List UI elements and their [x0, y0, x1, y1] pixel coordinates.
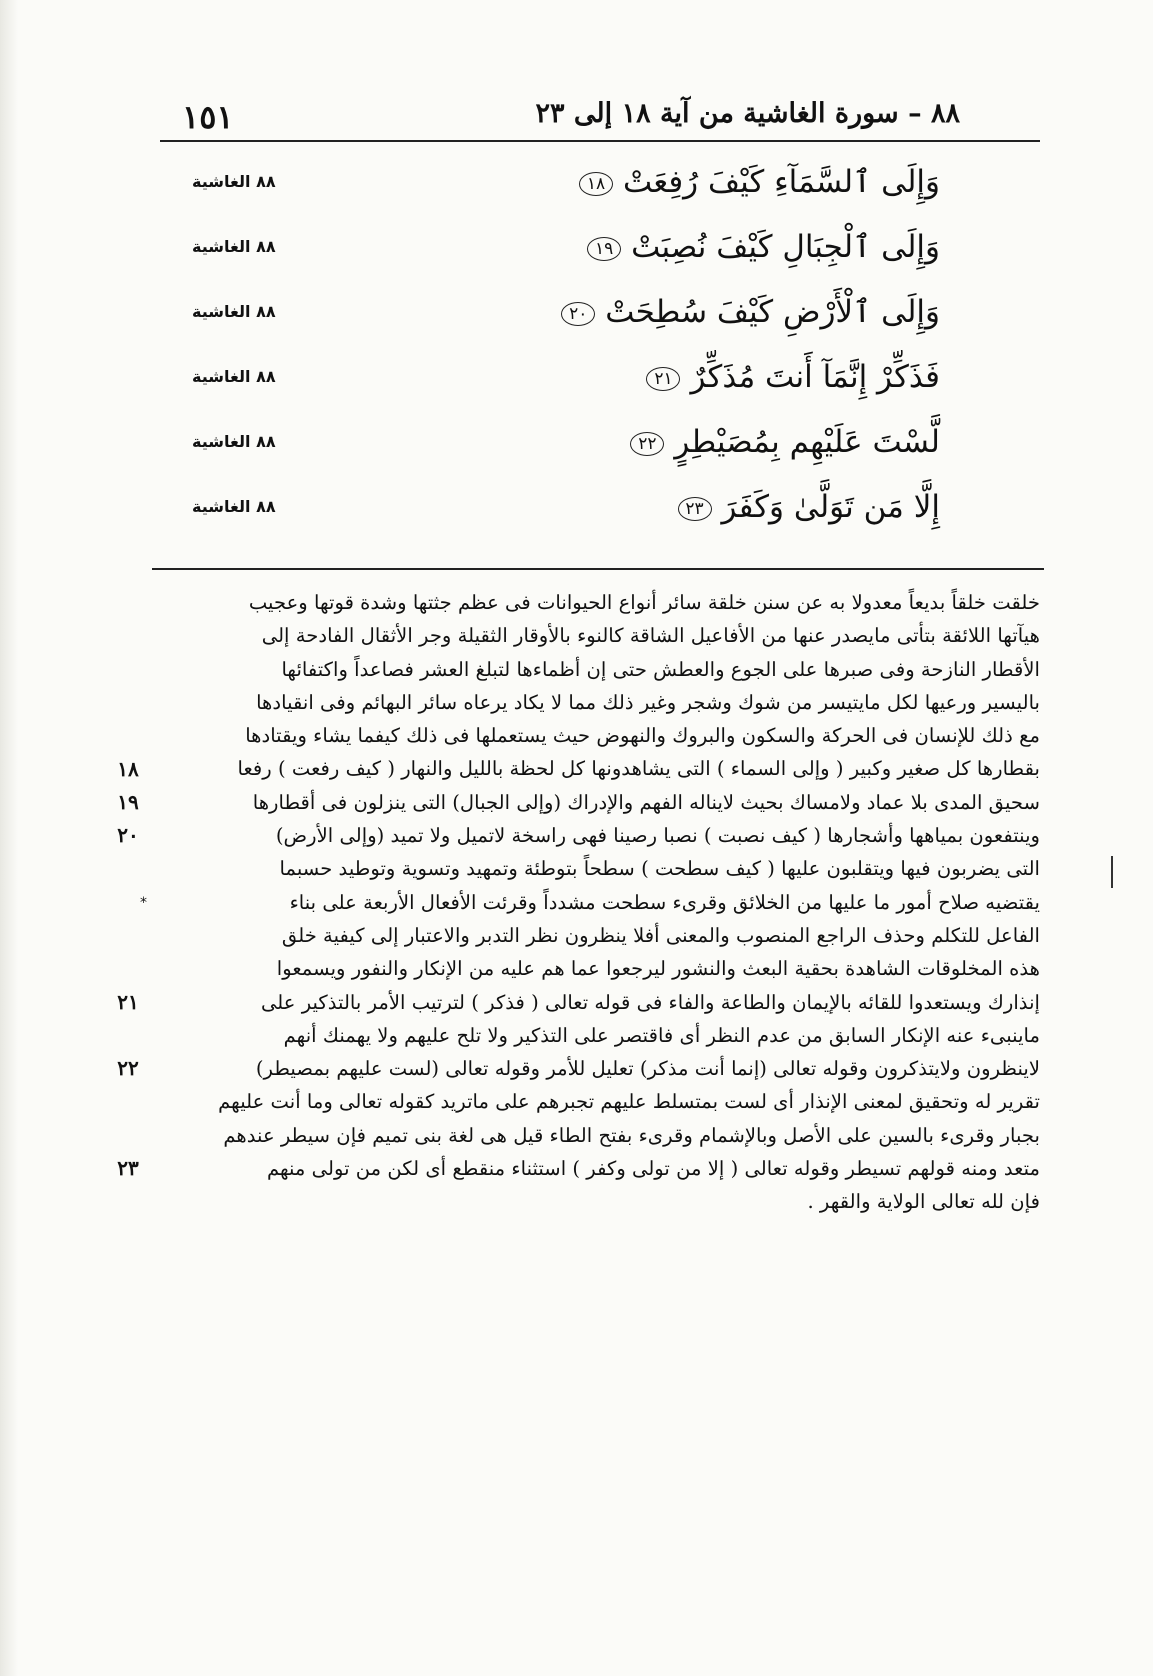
commentary-line: الأقطار النازحة وفى صبرها على الجوع والعطش حتى إن أظماءها لتبلغ العشر فصاعداً واكتفائها	[281, 657, 1040, 681]
margin-verse-number: ١٩	[117, 789, 139, 814]
verse-row	[160, 225, 1040, 290]
verse-reference: ٨٨ الغاشية	[192, 302, 276, 321]
verse-list	[160, 160, 1040, 550]
verse-text	[587, 229, 940, 265]
verse-arabic: وَإِلَى ٱلسَّمَآءِ كَيْفَ رُفِعَتْ	[622, 164, 940, 200]
verse-reference: ٨٨ الغاشية	[192, 172, 276, 191]
verse-arabic: إِلَّا مَن تَوَلَّىٰ وَكَفَرَ	[721, 489, 940, 525]
verse-text	[646, 359, 940, 395]
commentary-line: مع ذلك للإنسان فى الحركة والسكون والبروك والنهوض حيث يستعملها فى ذلك كيفما يشاء ويقتادها	[245, 724, 1040, 748]
commentary-line: وينتفعون بمياهها وأشجارها ( كيف نصبت ) نصبا رصينا فهى راسخة لاتميل ولا تميد (وإلى الأرض)	[275, 824, 1040, 848]
asterisk-mark: *	[140, 895, 147, 911]
commentary-line: يقتضيه صلاح أمور ما عليها من الخلائق وقرىء سطحت مشدداً وقرئت الأفعال الأربعة على بناء	[289, 890, 1040, 914]
edge-mark	[1111, 856, 1113, 888]
verse-number-marker: ٢١	[646, 367, 680, 391]
commentary-text	[160, 586, 1040, 1219]
verse-reference: ٨٨ الغاشية	[192, 432, 276, 451]
commentary-line: سحيق المدى بلا عماد ولامساك بحيث لايناله الفهم والإدراك (وإلى الجبال) التى ينزلون فى أقطارها	[252, 790, 1040, 814]
verse-arabic: وَإِلَى ٱلْجِبَالِ كَيْفَ نُصِبَتْ	[631, 229, 940, 265]
verse-reference: ٨٨ الغاشية	[192, 367, 276, 386]
verse-number-marker: ١٩	[587, 237, 621, 261]
verse-number-marker: ٢٠	[561, 302, 595, 326]
commentary-line: لاينظرون ولايتذكرون وقوله تعالى (إنما أنت مذكر) تعليل للأمر وقوله تعالى (لست عليهم بمصيطر)	[255, 1057, 1040, 1081]
verse-arabic: لَّسْتَ عَلَيْهِم بِمُصَيْطِرٍ	[674, 424, 940, 460]
verse-number-marker: ٢٣	[678, 497, 712, 521]
verse-text	[561, 294, 940, 330]
verse-row	[160, 355, 1040, 420]
verse-text	[678, 489, 941, 525]
verse-row	[160, 420, 1040, 485]
page-header	[160, 84, 1040, 142]
verse-text	[579, 164, 940, 200]
page-number: ١٥١	[182, 98, 234, 136]
margin-verse-number: ٢٢	[117, 1056, 139, 1081]
commentary-line: بقطارها كل صغير وكبير ( وإلى السماء ) التى يشاهدونها كل لحظة بالليل والنهار ( كيف رفعت ) رفعا	[237, 757, 1040, 781]
page-shadow	[0, 0, 18, 1676]
verse-reference: ٨٨ الغاشية	[192, 237, 276, 256]
verse-row	[160, 485, 1040, 550]
commentary-line: بجبار وقرىء بالسين على الأصل وبالإشمام وقرىء بفتح الطاء قيل هى لغة بنى تميم فإن سيطر عندهم	[223, 1123, 1040, 1147]
commentary-line: خلقت خلقاً بديعاً معدولا به عن سنن خلقة سائر أنواع الحيوانات فى عظم جثتها وشدة قوتها وعجيب	[248, 591, 1040, 614]
margin-verse-number: ٢٣	[117, 1156, 139, 1181]
section-divider	[152, 568, 1044, 570]
commentary-line: هذه المخلوقات الشاهدة بحقية البعث والنشور ليرجعوا عما هم عليه من الإنكار والنفور ويسمعوا	[276, 957, 1040, 981]
commentary-line: متعد ومنه قولهم تسيطر وقوله تعالى ( إلا من تولى وكفر ) استثناء منقطع أى لكن من تولى منهم	[266, 1157, 1040, 1181]
verse-row	[160, 290, 1040, 355]
commentary-line: هيآتها اللائقة بتأتى مايصدر عنها من الأفاعيل الشاقة كالنوء بالأوقار الثقيلة وجر الأثقال الفادحة إلى	[261, 624, 1040, 648]
margin-verse-number: ١٨	[117, 756, 139, 781]
commentary-line: الفاعل للتكلم وحذف الراجع المنصوب والمعنى أفلا ينظرون نظر التدبر والاعتبار إلى كيفية خلق	[281, 923, 1040, 947]
running-title: ٨٨ – سورة الغاشية من آية ١٨ إلى ٢٣	[535, 98, 960, 129]
commentary-line: التى يضربون فيها ويتقلبون عليها ( كيف سطحت ) سطحاً بتوطئة وتمهيد وتسوية وتوطيد حسبما	[279, 857, 1040, 881]
commentary-line: ماينبىء عنه الإنكار السابق من عدم النظر أى فاقتصر على التذكير ولا تلح عليهم ولا يهمنك أنهم	[283, 1023, 1040, 1047]
verse-number-marker: ١٨	[579, 172, 613, 196]
commentary-line: فإن لله تعالى الولاية والقهر .	[807, 1190, 1040, 1214]
verse-reference: ٨٨ الغاشية	[192, 497, 276, 516]
margin-verse-number: ٢٠	[117, 823, 139, 848]
commentary-line: باليسير ورعيها لكل مايتيسر من شوك وشجر وغير ذلك مما لا يكاد يرعاه سائر البهائم وفى انقيادها	[256, 690, 1040, 714]
verse-text	[630, 424, 940, 460]
commentary-line: إنذارك ويستعدوا للقائه بالإيمان والطاعة والفاء فى قوله تعالى ( فذكر ) لترتيب الأمر بالتذكير على	[260, 990, 1040, 1014]
margin-verse-number: ٢١	[117, 989, 139, 1014]
verse-arabic: فَذَكِّرْ إِنَّمَآ أَنتَ مُذَكِّرٌ	[690, 359, 940, 395]
verse-arabic: وَإِلَى ٱلْأَرْضِ كَيْفَ سُطِحَتْ	[605, 294, 940, 330]
verse-row	[160, 160, 1040, 225]
verse-number-marker: ٢٢	[630, 432, 664, 456]
commentary-line: تقرير له وتحقيق لمعنى الإنذار أى لست بمتسلط عليهم تجبرهم على ماتريد كقوله تعالى وما أنت عليهم	[218, 1090, 1040, 1114]
